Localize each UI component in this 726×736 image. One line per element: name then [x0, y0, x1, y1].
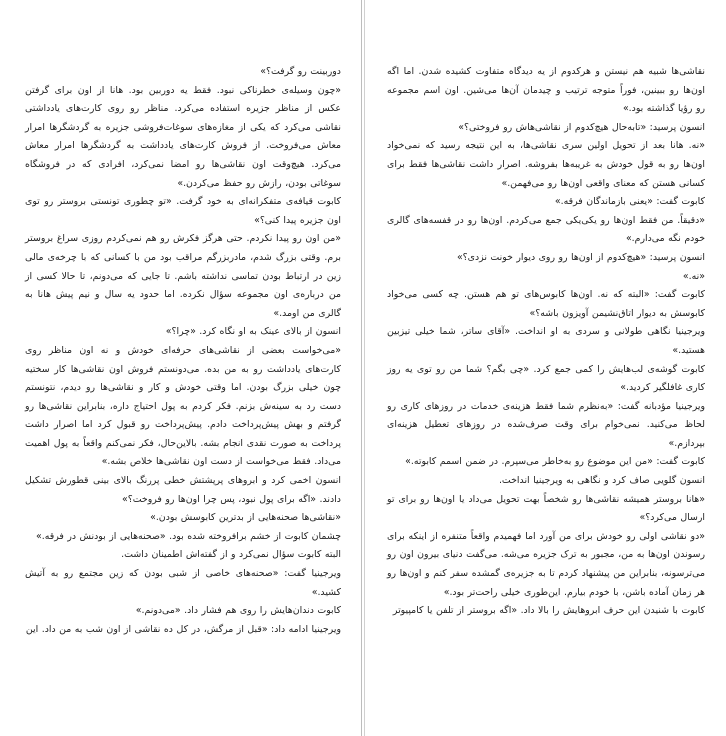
- paragraph: «نه. هانا بعد از تحویل اولین سری نقاشی‌ها، به این نتیجه رسید که نمی‌خواد اون‌ها رو به قول خودش به غریبه‌ها بفروشه. اصرار داشت نقاشی‌ها فقط برای کسانی هستن که معنای واقعی اون‌ها رو می‌فهمن.»: [387, 140, 705, 189]
- right-page: [364, 0, 726, 736]
- paragraph: کابوت گفت: «من این موضوع رو به‌خاطر می‌سپرم. در ضمن اسمم کابوته.»: [405, 456, 705, 468]
- paragraph: کابوت گفت: «البته که نه. اون‌ها کابوس‌های تو هم هستن. چه کسی می‌خواد کابوسش به دیوار اتاق‌نشیمن آویزون باشه؟»: [387, 289, 705, 319]
- paragraph: کابوت قیافه‌ی متفکرانه‌ای به خود گرفت. «تو چطوری تونستی بروستر رو توی اون جزیره پیدا کنی؟»: [25, 196, 341, 226]
- paragraph: کابوت با شنیدن این حرف ابروهایش را بالا داد. «اگه بروستر از تلفن یا کامپیوتر: [392, 605, 705, 617]
- paragraph: ویرجینیا نگاهی طولانی و سردی به او انداخت. «آقای ساتر، شما خیلی تیزبین هستید.»: [387, 326, 705, 356]
- paragraph: چشمان کابوت از خشم برافروخته شده بود. «صحنه‌هایی از بودنش در فرقه.»: [36, 530, 341, 542]
- paragraph: نقاشی‌ها شبیه هم نیستن و هرکدوم از یه دیدگاه متفاوت کشیده شدن. اما اگه اون‌ها رو ببینین، فوراً متوجه ترتیب و چیدمان آن‌ها می‌شین. اون اسم مجموعه رو رؤیا گذاشته بود.»: [387, 66, 705, 115]
- paragraph: البته کابوت سؤال نمی‌کرد و از گفته‌اش اطمینان داشت.: [121, 549, 341, 561]
- paragraph: «دو نقاشی اولی رو خودش برای من آورد اما فهمیدم واقعاً متنفره از اینکه برای رسوندن اون‌ها به من، مجبور به ترک جزیره می‌شه. می‌گفت دنیای بیرون اون رو می‌ترسونه، بنابراین من پیشنهاد کردم تا به جزیره‌ی گمشده سفر کنم و اون‌ها رو هر زمان آماده باشن، با خودم بیارم. این‌طوری خیلی راحت‌تر بود.»: [387, 530, 705, 598]
- paragraph: «هانا بروستر همیشه نقاشی‌ها رو شخصاً بهت تحویل می‌داد یا اون‌ها رو برای تو ارسال می‌کرد؟»: [387, 493, 705, 524]
- paragraph: کابوت گوشه‌ی لب‌هایش را کمی جمع کرد. «چی بگم؟ شما من رو توی یه روز کاری غافلگیر کردید.»: [387, 363, 705, 394]
- paragraph: کابوت دندان‌هایش را روی هم فشار داد. «می‌دونم.»: [135, 605, 341, 617]
- paragraph: کابوت گفت: «یعنی بازماندگان فرقه.»: [554, 196, 705, 208]
- paragraph: انسون پرسید: «هیچ‌کدوم از اون‌ها رو روی دیوار خونت نزدی؟»: [456, 251, 705, 263]
- right-page-text: [387, 63, 705, 621]
- paragraph: «چون وسیله‌ی خطرناکی نبود. فقط یه دوربین بود. هانا از اون برای گرفتن عکس از مناظر جزیره استفاده می‌کرد. مناظر رو روی کارت‌های یادداشتی نقاشی می‌کرد که یکی از مغازه‌های سوغات‌فروشی جزیره به گردشگرها امرار معاش می‌فروخت. از فروش کارت‌های یادداشت به گردشگرها امرار معاش می‌کرد. هیچ‌وقت اون نقاشی‌ها رو امضا نمی‌کرد، افرادی که در فروشگاه سوغاتی بودن، رازش رو حفظ می‌کردن.»: [25, 84, 341, 189]
- paragraph: «می‌خواست بعضی از نقاشی‌های حرفه‌ای خودش و نه اون مناظر روی کارت‌های یادداشت رو به من بده. می‌دونستم فروش اون نقاشی‌ها کار سختیه چون خیلی بزرگ بودن. اما وقتی خودش و کار و نقاشی‌ها رو دیدم، نتونستم دست رد به سینه‌ش بزنم. فکر کردم به پول احتیاج داره، بنابراین نقاشی‌ها رو گرفتم و بهش پیش‌پرداخت دادم. پیش‌پرداخت رو قبول کرد اما اصرار داشت پرداخت به صورت نقدی انجام بشه. بالاین‌حال، فکر نمی‌کنم واقعاً به پول اهمیت می‌داد. فقط می‌خواست از دست اون نقاشی‌ها خلاص بشه.»: [25, 344, 341, 468]
- paragraph: ویرجینیا ادامه داد: «قبل از مرگش، در کل ده نقاشی از اون شب به من داد. این: [25, 623, 341, 635]
- paragraph: انسون از بالای عینک به او نگاه کرد. «چرا؟»: [165, 326, 341, 338]
- paragraph: انسون اخمی کرد و ابروهای پرپشتش خطی پررنگ بالای بینی قطورش تشکیل دادند. «اگه برای پول نبود، پس چرا اون‌ها رو فروخت؟»: [25, 475, 341, 505]
- paragraph: انسون پرسید: «تابه‌حال هیچ‌کدوم از نقاشی‌هاش رو فروختی؟»: [458, 121, 705, 133]
- paragraph: «من اون رو پیدا نکردم. حتی هرگز فکرش رو هم نمی‌کردم روزی سراغ بروستر برم. وقتی بزرگ شدم، مادربزرگم مراقب بود من با کسانی که با چرخه‌ی مالی زین در ارتباط بودن تماسی نداشته باشم. تا جایی که می‌دونم، تا حالا کسی از من درباره‌ی اون مجموعه سؤال نکرده. اما حدود یه سال و نیم پیش هانا به گالری من اومد.»: [25, 233, 341, 319]
- paragraph: دوربینت رو گرفت؟»: [260, 66, 341, 77]
- paragraph: ویرجینیا مؤدبانه گفت: «به‌نظرم شما فقط هزینه‌ی خدمات در روزهای کاری رو لحاظ می‌کنید. نمی‌خوام برای وقت صرف‌شده در روزهای تعطیل هزینه‌ای بپردازم.»: [387, 400, 705, 449]
- paragraph: «نه.»: [682, 270, 705, 282]
- left-page: [0, 0, 362, 736]
- paragraph: «نقاشی‌ها صحنه‌هایی از بدترین کابوسش بودن.»: [150, 512, 341, 524]
- left-page-text: [25, 63, 341, 639]
- paragraph: انسون گلویی صاف کرد و نگاهی به ویرجینیا انداخت.: [498, 475, 705, 487]
- paragraph: «دقیقاً. من فقط اون‌ها رو یکی‌یکی جمع می‌کردم. اون‌ها رو در قفسه‌های گالری خودم نگه می‌دارم.»: [387, 214, 705, 245]
- paragraph: ویرجینیا گفت: «صحنه‌های خاصی از شبی بودن که زین مجتمع رو به آتیش کشید.»: [25, 568, 341, 598]
